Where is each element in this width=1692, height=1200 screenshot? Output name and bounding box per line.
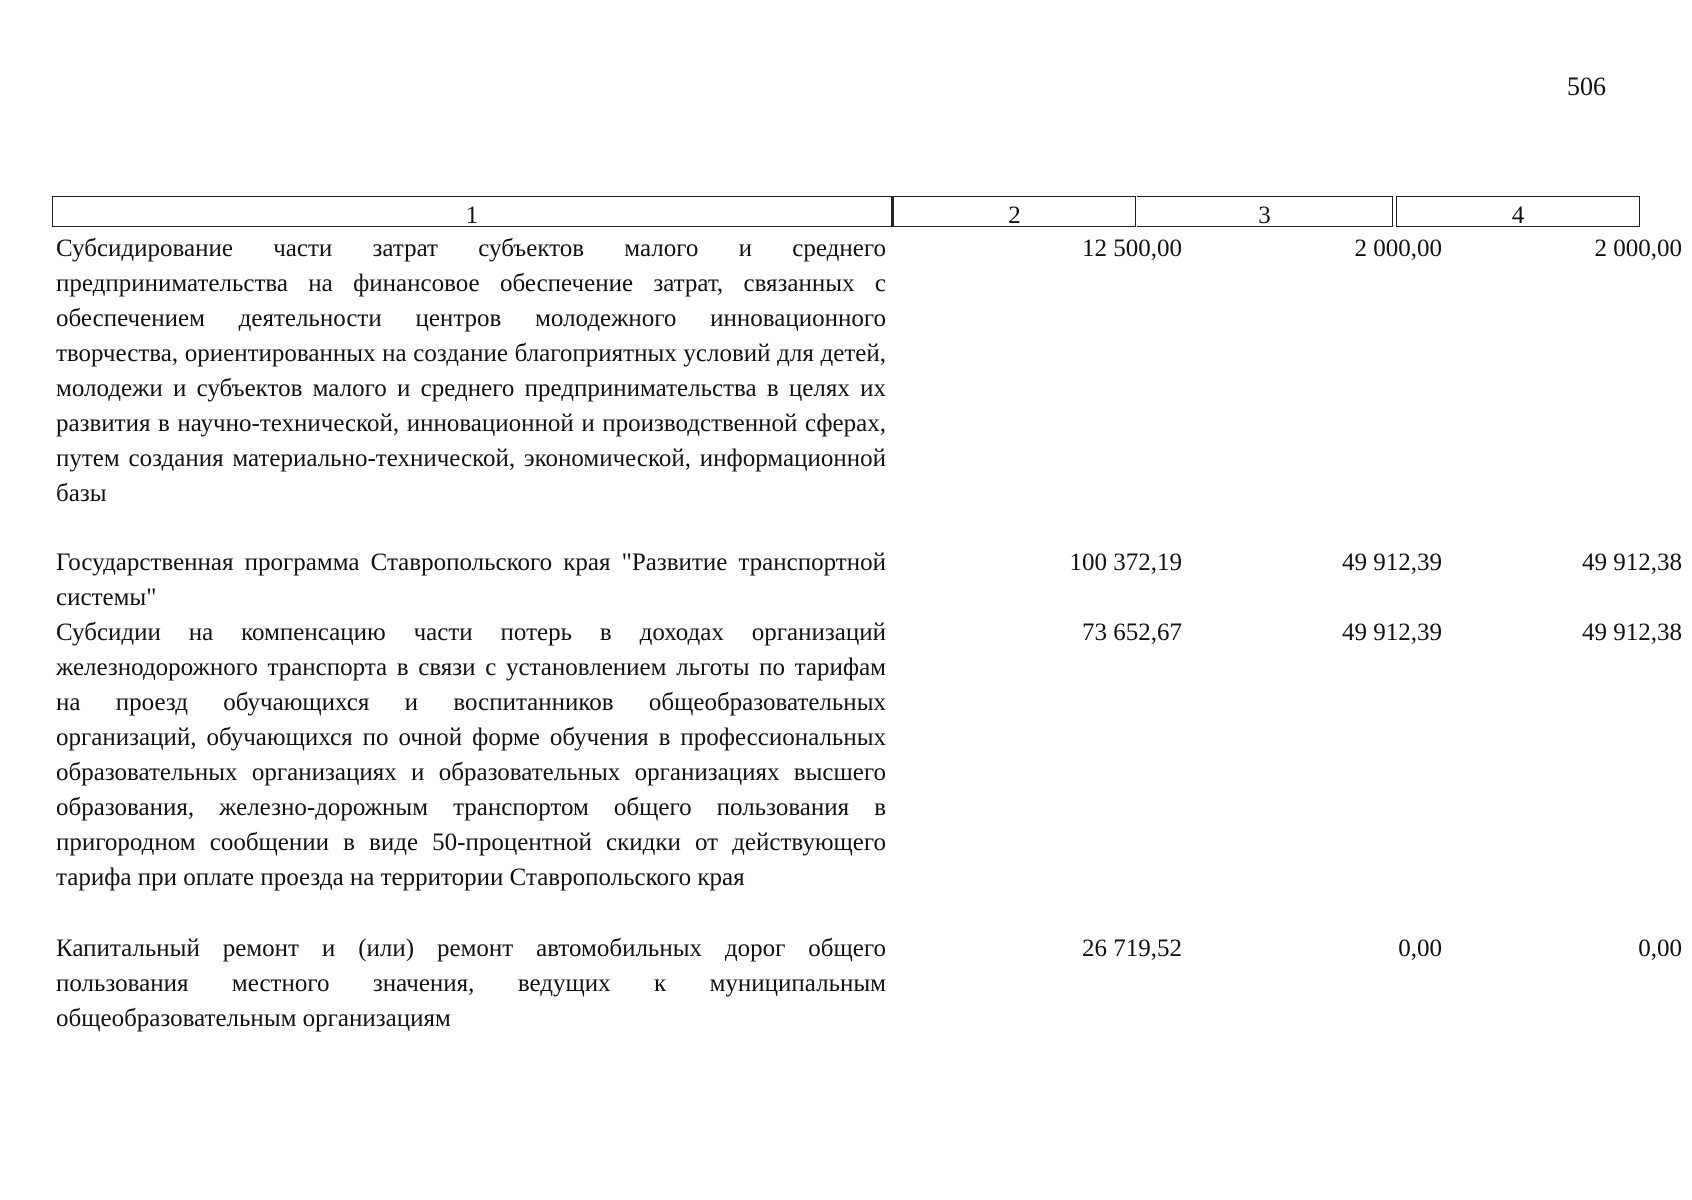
row-description: Государственная программа Ставропольского края "Развитие транспортной системы": [56, 549, 886, 611]
table-row: [52, 231, 1682, 531]
table-row: [52, 931, 1682, 1041]
row-value-col4: 2 000,00: [1594, 235, 1682, 262]
row-value-col2: 100 372,19: [1069, 549, 1182, 576]
header-cell-1: 1: [52, 196, 894, 227]
row-value-col2: 73 652,67: [1082, 619, 1182, 646]
row-value-col4: 49 912,38: [1582, 619, 1682, 646]
row-description: Капитальный ремонт и (или) ремонт автомобильных дорог общего пользования местного значения, ведущих к муниципальным общеобразовательным организациям: [56, 935, 886, 1032]
header-cell-2: 2: [894, 196, 1136, 227]
row-value-col3: 49 912,39: [1342, 619, 1442, 646]
table-row: [52, 615, 1682, 930]
row-value-col4: 0,00: [1638, 935, 1682, 962]
row-value-col2: 26 719,52: [1082, 935, 1182, 962]
row-value-col3: 49 912,39: [1342, 549, 1442, 576]
row-value-col3: 0,00: [1398, 935, 1442, 962]
header-cell-3: 3: [1137, 196, 1393, 227]
row-value-col4: 49 912,38: [1582, 549, 1682, 576]
row-value-col2: 12 500,00: [1082, 235, 1182, 262]
row-description: Субсидии на компенсацию части потерь в доходах организаций железнодорожного транспорта в связи с установлением льготы по тарифам на проезд обучающихся и воспитанников общеобразовательных организаций, обучающихся по очной форме обучения в профессиональных образовательных организациях и образовательных организациях высшего образования, железно-дорожным транспортом общего пользования в пригородном сообщении в виде 50-процентной скидки от действующего тарифа при оплате проезда на территории Ставропольского края: [56, 619, 886, 891]
row-description: Субсидирование части затрат субъектов малого и среднего предпринимательства на финансовое обеспечение затрат, связанных с обеспечением деятельности центров молодежного инновационного творчества, ориентированных на создание благоприятных условий для детей, молодежи и субъектов малого и среднего предпринимательства в целях их развития в научно-технической, инновационной и производственной сферах, путем создания материально-технической, экономической, информационной базы: [56, 235, 886, 507]
page-number: 506: [1567, 72, 1606, 101]
header-cell-4: 4: [1396, 196, 1640, 227]
table-row: [52, 545, 1682, 615]
table-header-row: [52, 196, 1640, 227]
row-value-col3: 2 000,00: [1354, 235, 1442, 262]
